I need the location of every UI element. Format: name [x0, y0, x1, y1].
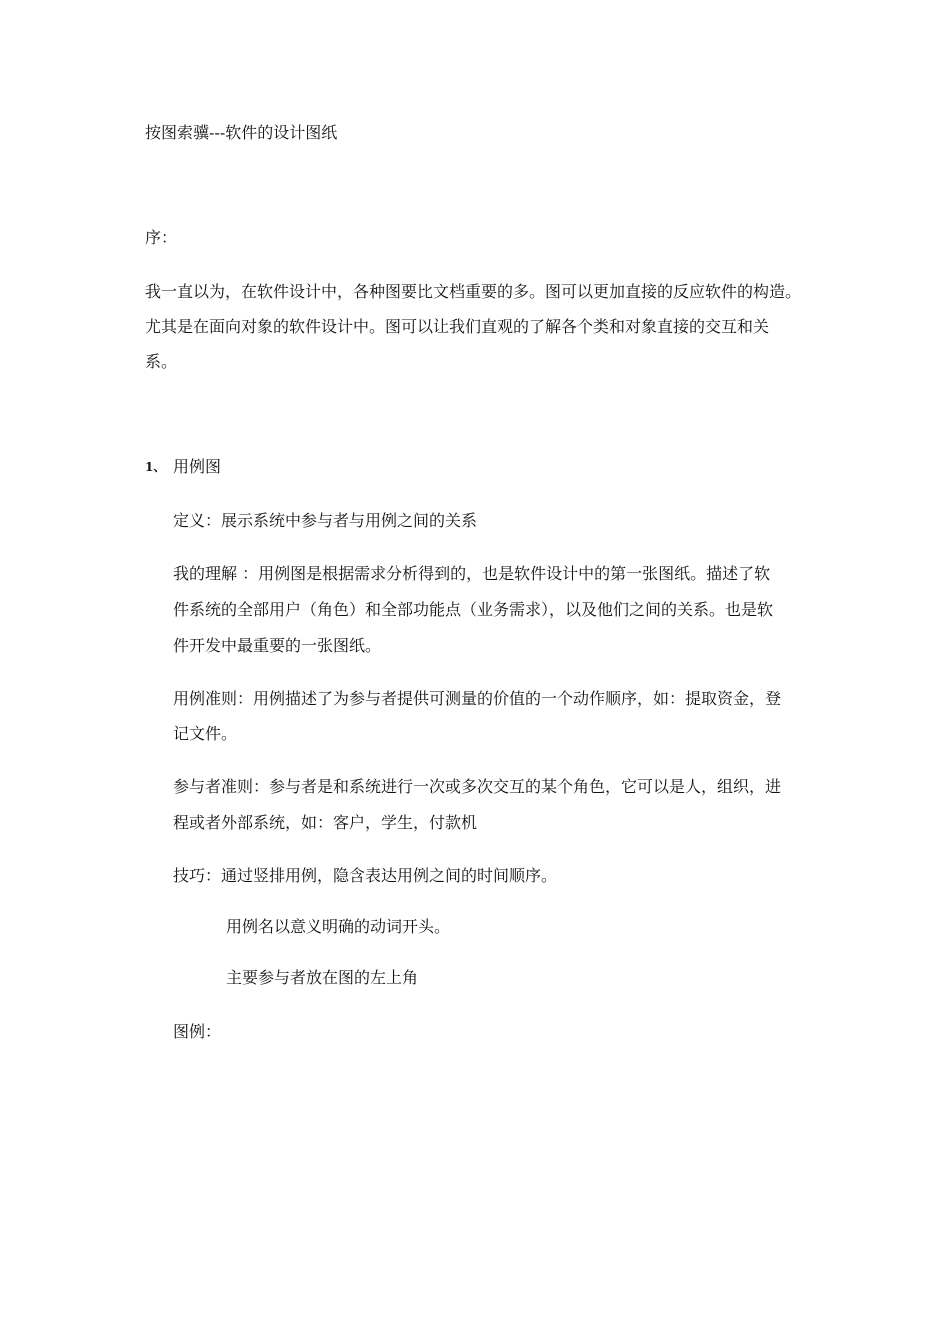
tip-line-3: 主要参与者放在图的左上角 [226, 968, 419, 987]
understanding-line-1: 我的理解 ：用例图是根据需求分析得到的，也是软件设计中的第一张图纸。描述了软 [173, 564, 771, 583]
document-title: 按图索骥---软件的设计图纸 [145, 123, 338, 142]
understanding-line-2: 件系统的全部用户（角色）和全部功能点（业务需求），以及他们之间的关系。也是软 [173, 600, 774, 619]
preface-heading: 序： [145, 228, 178, 247]
usecase-rule-line-1: 用例准则：用例描述了为参与者提供可测量的价值的一个动作顺序，如：提取资金，登 [173, 689, 782, 708]
section-title: 用例图 [173, 457, 222, 476]
preface-line-3: 系。 [145, 352, 178, 371]
preface-line-2: 尤其是在面向对象的软件设计中。图可以让我们直观的了解各个类和对象直接的交互和关 [145, 317, 770, 336]
preface-line-1: 我一直以为，在软件设计中，各种图要比文档重要的多。图可以更加直接的反应软件的构造。 [145, 282, 802, 301]
definition-text: 定义：展示系统中参与者与用例之间的关系 [173, 511, 478, 530]
understanding-line-3: 件开发中最重要的一张图纸。 [173, 636, 382, 655]
tip-line-2: 用例名以意义明确的动词开头。 [226, 917, 451, 936]
actor-rule-line-2: 程或者外部系统，如：客户，学生，付款机 [173, 813, 478, 832]
legend-label: 图例： [173, 1022, 222, 1041]
actor-rule-line-1: 参与者准则：参与者是和系统进行一次或多次交互的某个角色，它可以是人，组织，进 [173, 777, 782, 796]
usecase-rule-line-2: 记文件。 [173, 724, 238, 743]
section-number: 1、 [145, 460, 166, 474]
tip-line-1: 技巧：通过竖排用例，隐含表达用例之间的时间顺序。 [173, 866, 558, 885]
